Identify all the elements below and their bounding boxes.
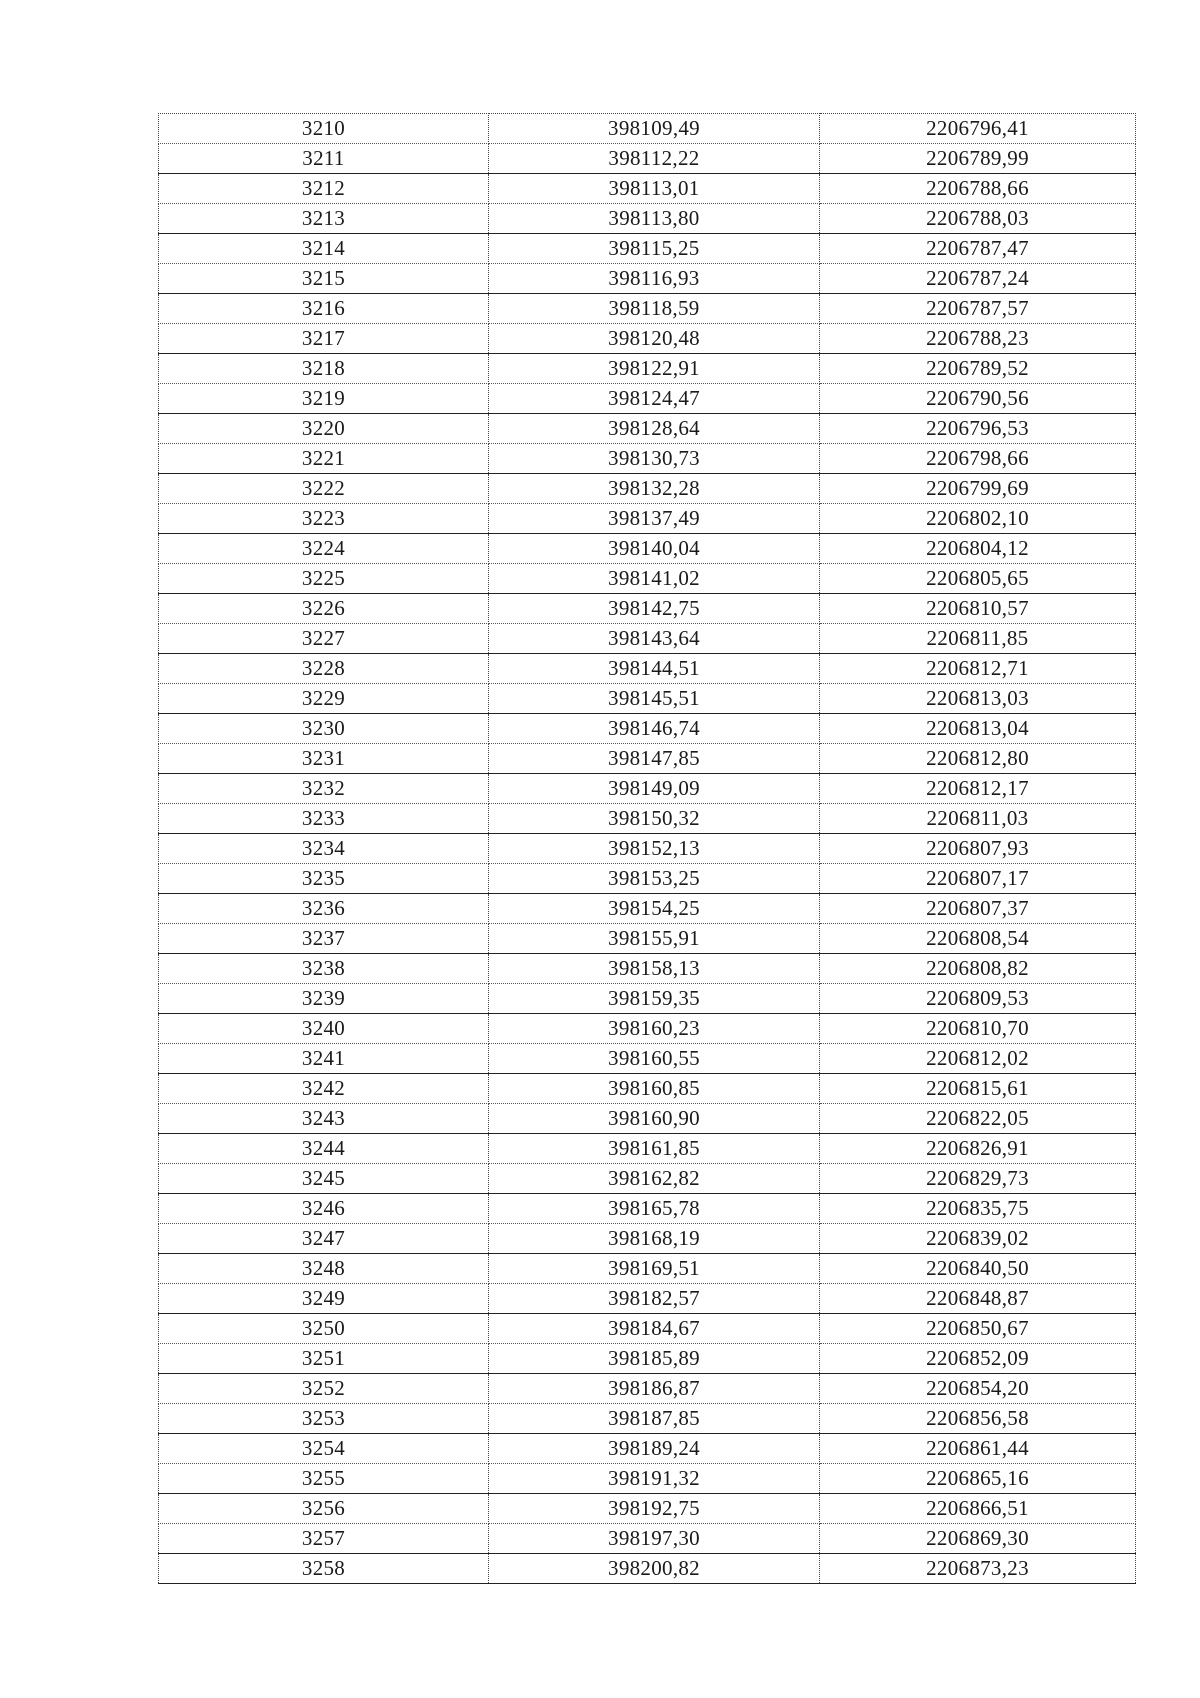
point-number-cell: 3254 [159,1434,489,1464]
y-coordinate-cell: 2206802,10 [820,504,1136,534]
table-row [159,834,1136,864]
coordinates-table [158,113,1136,1584]
y-coordinate-cell: 2206835,75 [820,1194,1136,1224]
y-coordinate-cell: 2206866,51 [820,1494,1136,1524]
point-number-cell: 3222 [159,474,489,504]
x-coordinate-cell: 398147,85 [489,744,820,774]
x-coordinate-cell: 398189,24 [489,1434,820,1464]
table-row [159,1494,1136,1524]
y-coordinate-cell: 2206839,02 [820,1224,1136,1254]
table-row [159,624,1136,654]
x-coordinate-cell: 398122,91 [489,354,820,384]
x-coordinate-cell: 398116,93 [489,264,820,294]
y-coordinate-cell: 2206807,37 [820,894,1136,924]
point-number-cell: 3228 [159,654,489,684]
table-row [159,174,1136,204]
y-coordinate-cell: 2206788,23 [820,324,1136,354]
point-number-cell: 3212 [159,174,489,204]
x-coordinate-cell: 398124,47 [489,384,820,414]
table-row [159,1134,1136,1164]
y-coordinate-cell: 2206822,05 [820,1104,1136,1134]
point-number-cell: 3247 [159,1224,489,1254]
x-coordinate-cell: 398186,87 [489,1374,820,1404]
table-row [159,444,1136,474]
point-number-cell: 3217 [159,324,489,354]
point-number-cell: 3213 [159,204,489,234]
y-coordinate-cell: 2206787,57 [820,294,1136,324]
point-number-cell: 3244 [159,1134,489,1164]
table-row [159,414,1136,444]
point-number-cell: 3234 [159,834,489,864]
x-coordinate-cell: 398130,73 [489,444,820,474]
y-coordinate-cell: 2206787,47 [820,234,1136,264]
x-coordinate-cell: 398160,90 [489,1104,820,1134]
x-coordinate-cell: 398185,89 [489,1344,820,1374]
y-coordinate-cell: 2206854,20 [820,1374,1136,1404]
x-coordinate-cell: 398182,57 [489,1284,820,1314]
y-coordinate-cell: 2206799,69 [820,474,1136,504]
table-row [159,594,1136,624]
x-coordinate-cell: 398187,85 [489,1404,820,1434]
x-coordinate-cell: 398200,82 [489,1554,820,1584]
point-number-cell: 3224 [159,534,489,564]
x-coordinate-cell: 398191,32 [489,1464,820,1494]
x-coordinate-cell: 398112,22 [489,144,820,174]
point-number-cell: 3245 [159,1164,489,1194]
y-coordinate-cell: 2206865,16 [820,1464,1136,1494]
table-row [159,654,1136,684]
x-coordinate-cell: 398197,30 [489,1524,820,1554]
y-coordinate-cell: 2206790,56 [820,384,1136,414]
point-number-cell: 3248 [159,1254,489,1284]
x-coordinate-cell: 398155,91 [489,924,820,954]
table-row [159,774,1136,804]
x-coordinate-cell: 398146,74 [489,714,820,744]
table-row [159,324,1136,354]
table-row [159,1524,1136,1554]
table-row [159,1014,1136,1044]
y-coordinate-cell: 2206852,09 [820,1344,1136,1374]
x-coordinate-cell: 398169,51 [489,1254,820,1284]
point-number-cell: 3211 [159,144,489,174]
x-coordinate-cell: 398128,64 [489,414,820,444]
y-coordinate-cell: 2206798,66 [820,444,1136,474]
y-coordinate-cell: 2206813,03 [820,684,1136,714]
x-coordinate-cell: 398145,51 [489,684,820,714]
x-coordinate-cell: 398141,02 [489,564,820,594]
x-coordinate-cell: 398113,01 [489,174,820,204]
y-coordinate-cell: 2206811,85 [820,624,1136,654]
point-number-cell: 3225 [159,564,489,594]
point-number-cell: 3223 [159,504,489,534]
point-number-cell: 3240 [159,1014,489,1044]
point-number-cell: 3249 [159,1284,489,1314]
table-row [159,684,1136,714]
x-coordinate-cell: 398120,48 [489,324,820,354]
table-row [159,294,1136,324]
x-coordinate-cell: 398143,64 [489,624,820,654]
table-row [159,1224,1136,1254]
y-coordinate-cell: 2206812,80 [820,744,1136,774]
x-coordinate-cell: 398168,19 [489,1224,820,1254]
table-row [159,354,1136,384]
x-coordinate-cell: 398158,13 [489,954,820,984]
point-number-cell: 3256 [159,1494,489,1524]
x-coordinate-cell: 398150,32 [489,804,820,834]
table-row [159,864,1136,894]
y-coordinate-cell: 2206850,67 [820,1314,1136,1344]
table-row [159,1074,1136,1104]
point-number-cell: 3238 [159,954,489,984]
y-coordinate-cell: 2206787,24 [820,264,1136,294]
point-number-cell: 3253 [159,1404,489,1434]
table-row [159,534,1136,564]
y-coordinate-cell: 2206812,71 [820,654,1136,684]
table-row [159,804,1136,834]
point-number-cell: 3210 [159,114,489,144]
y-coordinate-cell: 2206789,99 [820,144,1136,174]
y-coordinate-cell: 2206812,02 [820,1044,1136,1074]
y-coordinate-cell: 2206796,53 [820,414,1136,444]
x-coordinate-cell: 398160,85 [489,1074,820,1104]
x-coordinate-cell: 398159,35 [489,984,820,1014]
y-coordinate-cell: 2206807,93 [820,834,1136,864]
point-number-cell: 3230 [159,714,489,744]
table-row [159,1254,1136,1284]
table-row [159,114,1136,144]
table-row [159,264,1136,294]
y-coordinate-cell: 2206810,57 [820,594,1136,624]
y-coordinate-cell: 2206788,66 [820,174,1136,204]
point-number-cell: 3219 [159,384,489,414]
table-row [159,954,1136,984]
table-row [159,1044,1136,1074]
table-row [159,1164,1136,1194]
point-number-cell: 3250 [159,1314,489,1344]
point-number-cell: 3241 [159,1044,489,1074]
table-row [159,1434,1136,1464]
point-number-cell: 3257 [159,1524,489,1554]
point-number-cell: 3239 [159,984,489,1014]
y-coordinate-cell: 2206856,58 [820,1404,1136,1434]
table-row [159,384,1136,414]
point-number-cell: 3258 [159,1554,489,1584]
table-row [159,504,1136,534]
point-number-cell: 3235 [159,864,489,894]
table-row [159,1374,1136,1404]
table-row [159,894,1136,924]
point-number-cell: 3227 [159,624,489,654]
x-coordinate-cell: 398115,25 [489,234,820,264]
point-number-cell: 3251 [159,1344,489,1374]
x-coordinate-cell: 398132,28 [489,474,820,504]
point-number-cell: 3221 [159,444,489,474]
y-coordinate-cell: 2206796,41 [820,114,1136,144]
table-row [159,1284,1136,1314]
y-coordinate-cell: 2206829,73 [820,1164,1136,1194]
x-coordinate-cell: 398113,80 [489,204,820,234]
y-coordinate-cell: 2206811,03 [820,804,1136,834]
x-coordinate-cell: 398160,23 [489,1014,820,1044]
table-row [159,474,1136,504]
point-number-cell: 3226 [159,594,489,624]
point-number-cell: 3236 [159,894,489,924]
point-number-cell: 3229 [159,684,489,714]
table-row [159,984,1136,1014]
table-row [159,204,1136,234]
table-row [159,714,1136,744]
table-row [159,1464,1136,1494]
table-row [159,144,1136,174]
y-coordinate-cell: 2206861,44 [820,1434,1136,1464]
y-coordinate-cell: 2206788,03 [820,204,1136,234]
x-coordinate-cell: 398161,85 [489,1134,820,1164]
table-row [159,1104,1136,1134]
x-coordinate-cell: 398184,67 [489,1314,820,1344]
point-number-cell: 3233 [159,804,489,834]
x-coordinate-cell: 398118,59 [489,294,820,324]
y-coordinate-cell: 2206789,52 [820,354,1136,384]
point-number-cell: 3220 [159,414,489,444]
y-coordinate-cell: 2206848,87 [820,1284,1136,1314]
y-coordinate-cell: 2206812,17 [820,774,1136,804]
point-number-cell: 3246 [159,1194,489,1224]
point-number-cell: 3231 [159,744,489,774]
point-number-cell: 3215 [159,264,489,294]
y-coordinate-cell: 2206808,54 [820,924,1136,954]
table-row [159,924,1136,954]
table-row [159,744,1136,774]
point-number-cell: 3252 [159,1374,489,1404]
table-row [159,1554,1136,1584]
y-coordinate-cell: 2206805,65 [820,564,1136,594]
point-number-cell: 3237 [159,924,489,954]
point-number-cell: 3216 [159,294,489,324]
x-coordinate-cell: 398140,04 [489,534,820,564]
x-coordinate-cell: 398137,49 [489,504,820,534]
table-row [159,1344,1136,1374]
y-coordinate-cell: 2206810,70 [820,1014,1136,1044]
point-number-cell: 3243 [159,1104,489,1134]
x-coordinate-cell: 398165,78 [489,1194,820,1224]
table-row [159,1314,1136,1344]
table-row [159,1404,1136,1434]
y-coordinate-cell: 2206813,04 [820,714,1136,744]
x-coordinate-cell: 398192,75 [489,1494,820,1524]
table-row [159,234,1136,264]
x-coordinate-cell: 398142,75 [489,594,820,624]
y-coordinate-cell: 2206808,82 [820,954,1136,984]
table-row [159,1194,1136,1224]
table-row [159,564,1136,594]
x-coordinate-cell: 398153,25 [489,864,820,894]
x-coordinate-cell: 398144,51 [489,654,820,684]
point-number-cell: 3255 [159,1464,489,1494]
point-number-cell: 3218 [159,354,489,384]
y-coordinate-cell: 2206840,50 [820,1254,1136,1284]
y-coordinate-cell: 2206807,17 [820,864,1136,894]
x-coordinate-cell: 398109,49 [489,114,820,144]
x-coordinate-cell: 398149,09 [489,774,820,804]
x-coordinate-cell: 398154,25 [489,894,820,924]
point-number-cell: 3242 [159,1074,489,1104]
x-coordinate-cell: 398162,82 [489,1164,820,1194]
point-number-cell: 3232 [159,774,489,804]
y-coordinate-cell: 2206873,23 [820,1554,1136,1584]
x-coordinate-cell: 398160,55 [489,1044,820,1074]
y-coordinate-cell: 2206869,30 [820,1524,1136,1554]
coordinates-table-body [159,114,1136,1584]
y-coordinate-cell: 2206804,12 [820,534,1136,564]
y-coordinate-cell: 2206815,61 [820,1074,1136,1104]
point-number-cell: 3214 [159,234,489,264]
y-coordinate-cell: 2206809,53 [820,984,1136,1014]
x-coordinate-cell: 398152,13 [489,834,820,864]
y-coordinate-cell: 2206826,91 [820,1134,1136,1164]
